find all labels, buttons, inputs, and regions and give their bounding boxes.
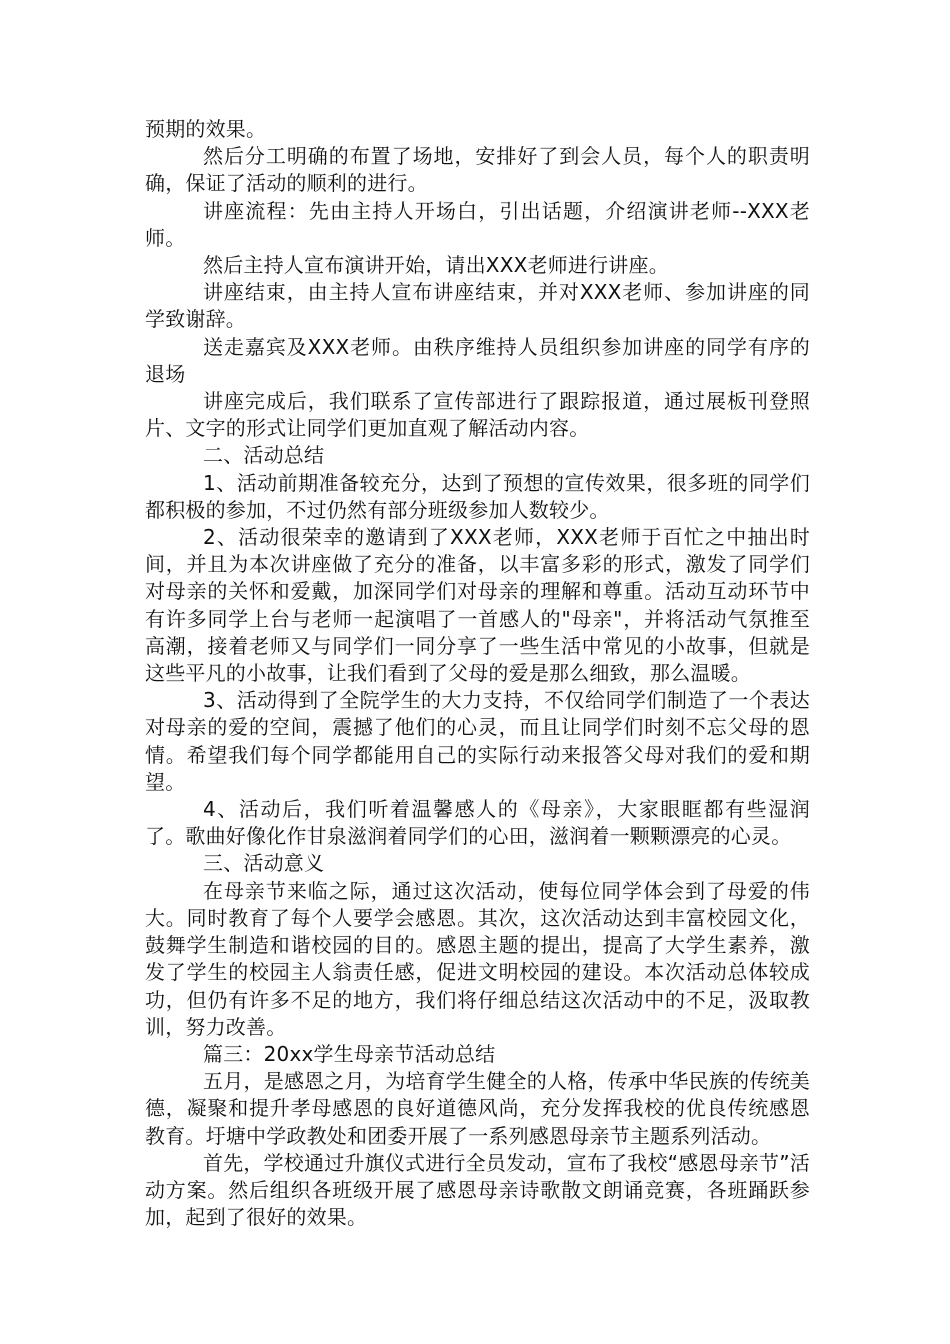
section-heading-summary: 二、活动总结 [203,443,325,468]
section-heading-part-three: 篇三：20xx学生母亲节活动总结 [203,1041,496,1066]
paragraph-continuation: 预期的效果。 [145,117,267,141]
section-heading-significance: 三、活动意义 [203,851,325,876]
paragraph-summary-2: 2、活动很荣幸的邀请到了XXX老师，XXX老师于百忙之中抽出时间，并且为本次讲座做了充分的准备，以丰富多彩的形式，激发了同学们对母亲的关怀和爱戴，加深同学们对母亲的理解和尊重。活动互动环节中有许多同学上台与老师一起演唱了一首感人的"母亲"，并将活动气氛推至高潮，接着老师又与同学们一同分享了一些生活中常见的小故事，但就是这些平凡的小故事，让我们看到了父母的爱是那么细致，那么温暖。 [145,525,810,686]
paragraph-significance: 在母亲节来临之际，通过这次活动，使每位同学体会到了母爱的伟大。同时教育了每个人要学会感恩。其次，这次活动达到丰富校园文化，鼓舞学生制造和谐校园的目的。感恩主题的提出，提高了大学生素养，激发了学生的校园主人翁责任感，促进文明校园的建设。本次活动总体较成功，但仍有许多不足的地方，我们将仔细总结这次活动中的不足，汲取教训，努力改善。 [145,878,810,1039]
paragraph-lecture-start: 然后主持人宣布演讲开始，请出XXX老师进行讲座。 [203,253,669,278]
paragraph-summary-1: 1、活动前期准备较充分，达到了预想的宣传效果，很多班的同学们都积极的参加，不过仍然有部分班级参加人数较少。 [145,470,810,522]
paragraph-publicity: 讲座完成后，我们联系了宣传部进行了跟踪报道，通过展板刊登照片、文字的形式让同学们更加直观了解活动内容。 [145,389,810,441]
paragraph-farewell: 送走嘉宾及XXX老师。由秩序维持人员组织参加讲座的同学有序的退场 [145,334,810,386]
paragraph-summary-3: 3、活动得到了全院学生的大力支持，不仅给同学们制造了一个表达对母亲的爱的空间，震撼了他们的心灵，而且让同学们时刻不忘父母的恩情。希望我们每个同学都能用自己的实际行动来报答父母对我们的爱和期望。 [145,688,810,794]
paragraph-summary-4: 4、活动后，我们听着温馨感人的《母亲》，大家眼眶都有些湿润了。歌曲好像化作甘泉滋润着同学们的心田，滋润着一颗颗漂亮的心灵。 [145,797,810,849]
paragraph-flag-ceremony: 首先，学校通过升旗仪式进行全员发动，宣布了我校“感恩母亲节”活动方案。然后组织各班级开展了感恩母亲诗歌散文朗诵竞赛，各班踊跃参加，起到了很好的效果。 [145,1150,810,1230]
document-body [145,116,810,1231]
paragraph-venue-setup: 然后分工明确的布置了场地，安排好了到会人员，每个人的职责明确，保证了活动的顺利的进行。 [145,144,810,196]
paragraph-may-intro: 五月，是感恩之月，为培育学生健全的人格，传承中华民族的传统美德，凝聚和提升孝母感恩的良好道德风尚，充分发挥我校的优良传统感恩教育。圩塘中学政教处和团委开展了一系列感恩母亲节主题系列活动。 [145,1069,810,1148]
paragraph-lecture-end: 讲座结束，由主持人宣布讲座结束，并对XXX老师、参加讲座的同学致谢辞。 [145,280,810,332]
paragraph-lecture-flow: 讲座流程：先由主持人开场白，引出话题，介绍演讲老师--XXX老师。 [145,198,810,250]
